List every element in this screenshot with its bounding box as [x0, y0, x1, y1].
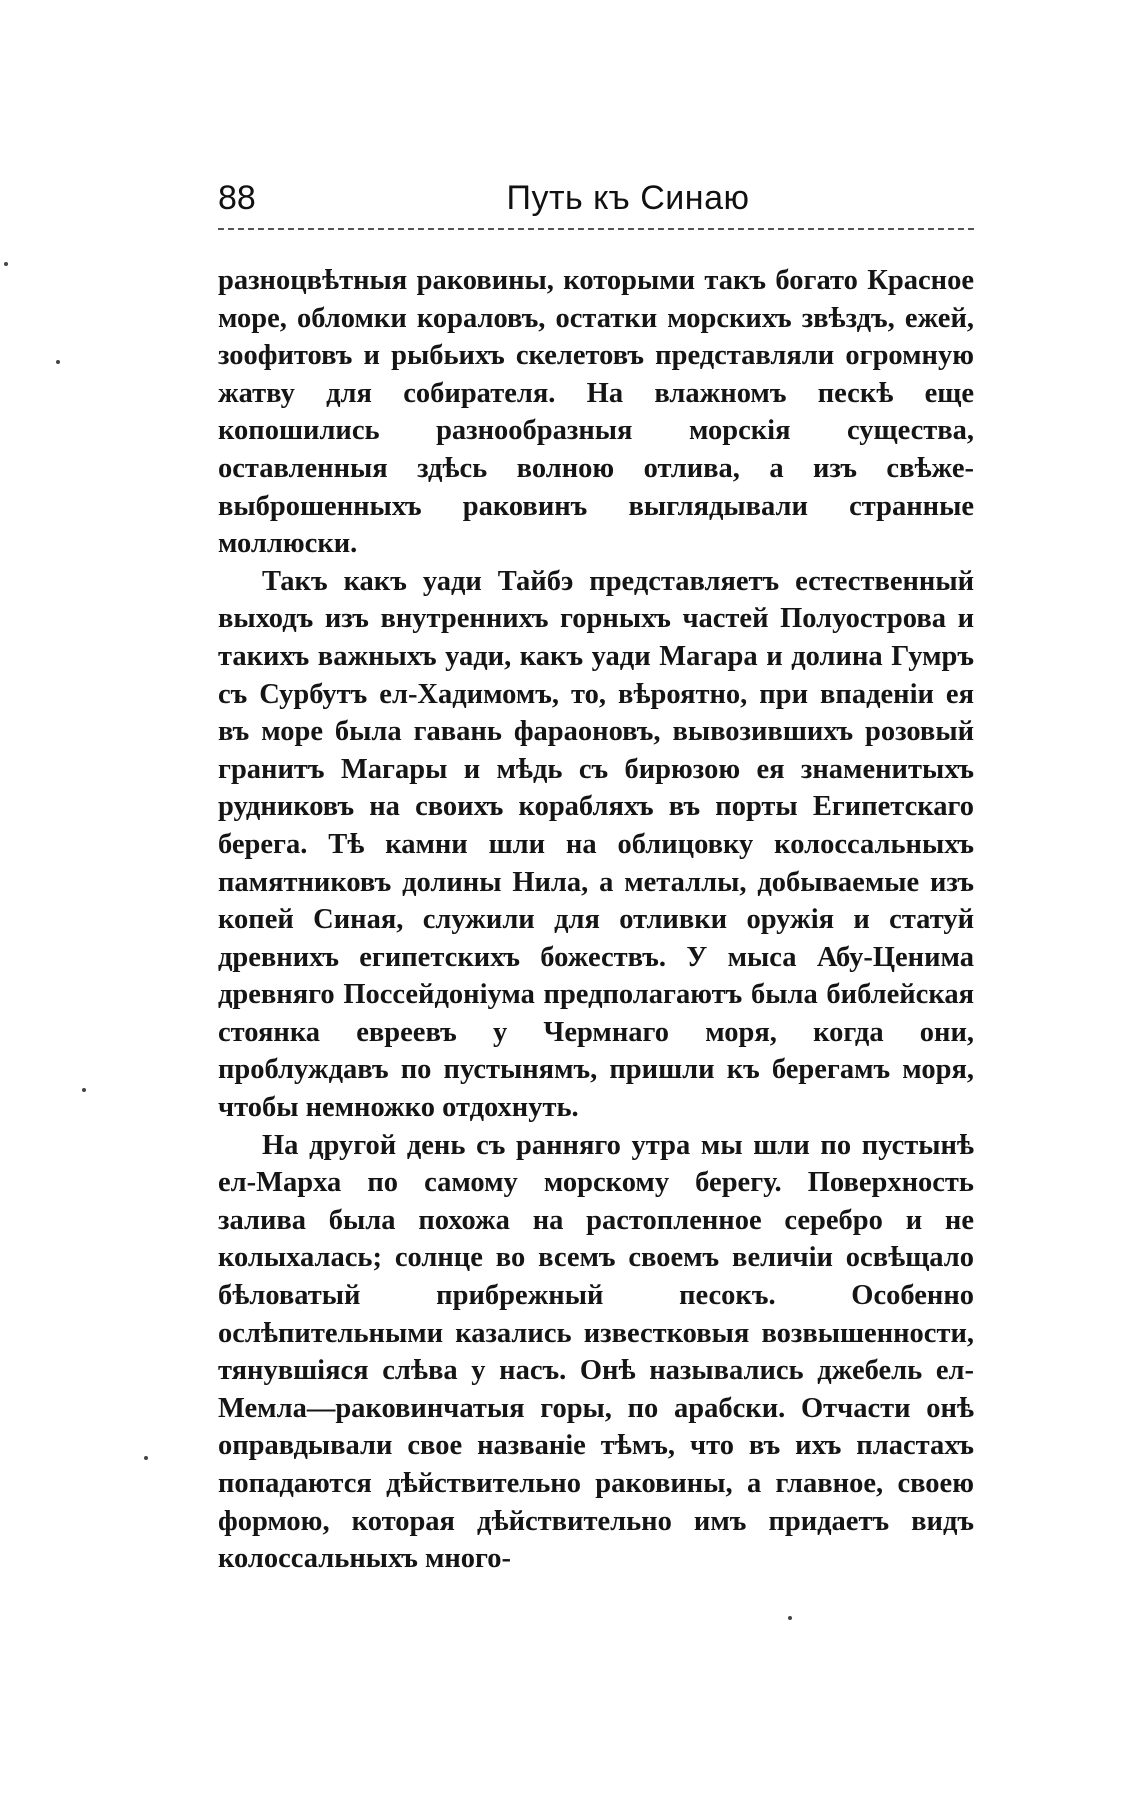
header-rule	[218, 228, 974, 230]
body-text	[218, 262, 974, 1578]
scan-speck	[4, 262, 8, 266]
scan-speck	[144, 1456, 148, 1460]
scan-speck	[788, 1616, 792, 1620]
paragraph-3: На другой день съ ранняго утра мы шли по пустынѣ ел-Марха по самому морскому берегу. Поверхность залива была похожа на растопленное серебро и не колыхалась; солнце во всемъ своемъ величіи освѣщало бѣловатый прибрежный песокъ. Особенно ослѣпительными казались известковыя возвышенности, тянувшіяся слѣва у насъ. Онѣ назывались джебель ел-Мемла—раковинчатыя горы, по арабски. Отчасти онѣ оправдывали свое названіе тѣмъ, что въ ихъ пластахъ попадаются дѣйствительно раковины, а главное, своею формою, которая дѣйствительно имъ придаетъ видъ колоссальныхъ много-	[218, 1129, 974, 1575]
page-number: 88	[218, 179, 256, 217]
paragraph-1: разноцвѣтныя раковины, которыми такъ богато Красное море, обломки кораловъ, остатки морскихъ звѣздъ, ежей, зоофитовъ и рыбьихъ скелетовъ представляли огромную жатву для собирателя. На влажномъ пескѣ еще копошились разнообразныя морскія существа, оставленныя здѣсь волною отлива, а изъ свѣже-выброшенныхъ раковинъ выглядывали странные моллюски.	[218, 265, 974, 560]
paragraph-2: Такъ какъ уади Тайбэ представляетъ естественный выходъ изъ внутреннихъ горныхъ частей Полуострова и такихъ важныхъ уади, какъ уади Магара и долина Гумръ съ Сурбутъ ел-Хадимомъ, то, вѣроятно, при впаденіи ея въ море была гавань фараоновъ, вывозившихъ розовый гранитъ Магары и мѣдь съ бирюзою ея знаменитыхъ рудниковъ на своихъ корабляхъ въ порты Египетскаго берега. Тѣ камни шли на облицовку колоссальныхъ памятниковъ долины Нила, а металлы, добываемые изъ копей Синая, служили для отливки оружія и статуй древнихъ египетскихъ божествъ. У мыса Абу-Ценима древняго Поссейдоніума предполагаютъ была библейская стоянка евреевъ у Чермнаго моря, когда они, проблуждавъ по пустынямъ, пришли къ берегамъ моря, чтобы немножко отдохнуть.	[218, 565, 974, 1124]
scan-speck	[82, 1088, 86, 1092]
page-header	[218, 178, 978, 222]
scan-speck	[56, 360, 60, 364]
running-title: Путь къ Синаю	[506, 179, 750, 217]
